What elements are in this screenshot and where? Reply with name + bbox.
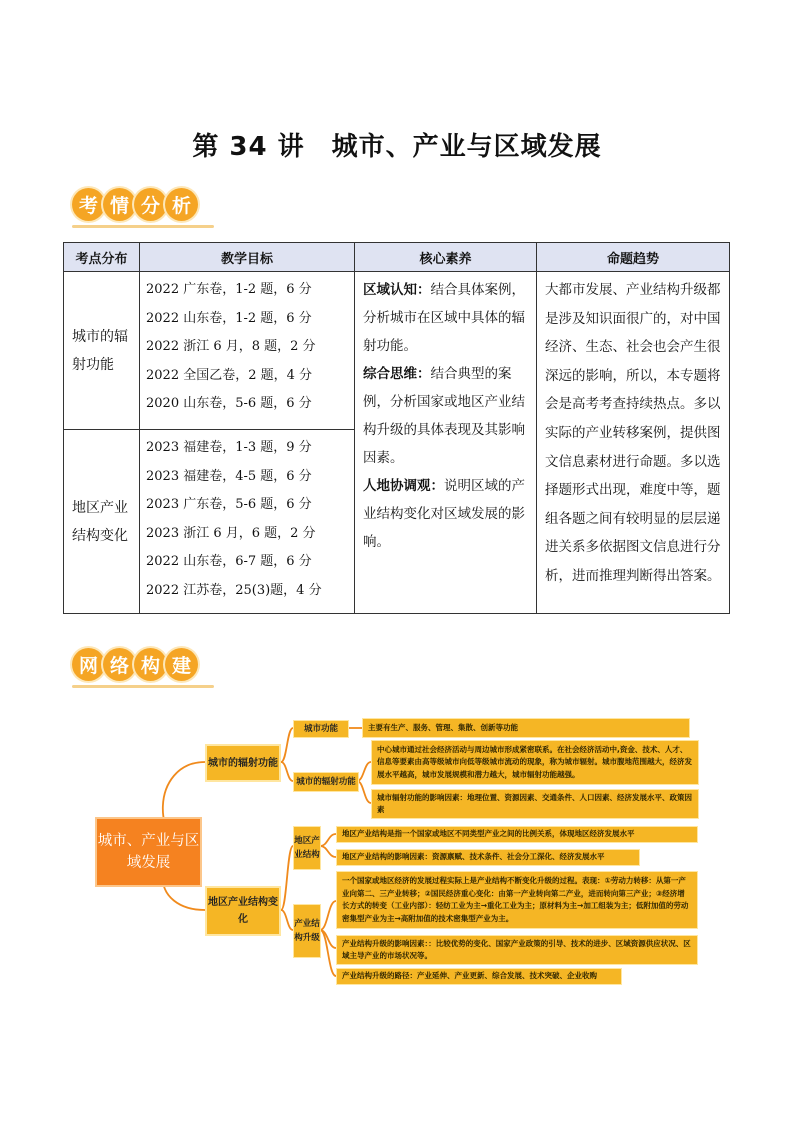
mindmap-leaf: 一个国家或地区经济的发展过程实际上是产业结构不断变化升级的过程。表现：①劳动力转移：从第一产业向第二、三产业转移；②国民经济重心变化：由第一产业转向第二产业，进而转向第三产业；③经济增长方式的转变（工业内部）：轻纺工业为主→重化工业为主；原材料为主→加工组装为主；低附加值的劳动密集型产业为主→高附加值的技术密集型产业为主。 <box>336 871 698 929</box>
exam-analysis-table <box>63 242 730 614</box>
literacy-item <box>363 276 528 360</box>
mindmap-leaf: 产业结构升级的影响因素：：比较优势的变化、国家产业政策的引导、技术的进步、区域资源供应状况、区域主导产业的市场状况等。 <box>336 935 698 965</box>
literacy-cell <box>355 272 537 614</box>
goal-line: 2022 山东卷，6-7 题，6 分 <box>146 554 312 570</box>
topic-cell: 城市的辐射功能 <box>64 272 140 430</box>
mindmap-leaf: 主要有生产、服务、管理、集散、创新等功能 <box>362 718 690 738</box>
section-badge-network <box>72 648 196 681</box>
badge-char: 考 <box>72 188 105 221</box>
goal-line: 2022 全国乙卷，2 题，4 分 <box>146 367 313 383</box>
goal-line: 2023 福建卷，4-5 题，6 分 <box>146 468 312 484</box>
badge-char: 网 <box>72 648 105 681</box>
badge-char: 构 <box>134 648 167 681</box>
literacy-keyword: 区域认知： <box>363 282 431 298</box>
topic-cell: 地区产业结构变化 <box>64 430 140 614</box>
trend-cell: 大都市发展、产业结构升级都是涉及知识面很广的，对中国经济、生态、社会也会产生很深远的影响，所以，本专题将会是高考考查持续热点。多以实际的产业转移案例，提供图文信息素材进行命题。多以选择题形式出现，难度中等，题组各题之间有较明显的层层递进关系多依据图文信息进行分析，进而推理判断得出答案。 <box>537 272 730 614</box>
badge-char: 析 <box>165 188 198 221</box>
goal-line: 2023 广东卷，5-6 题，6 分 <box>146 497 312 513</box>
goal-line: 2020 山东卷，5-6 题，6 分 <box>146 396 312 412</box>
goals-cell <box>140 430 355 614</box>
mindmap-root: 城市、产业与区域发展 <box>95 817 202 887</box>
header-goals: 教学目标 <box>140 243 355 272</box>
header-literacy: 核心素养 <box>355 243 537 272</box>
literacy-item <box>363 472 528 556</box>
mindmap-leaf: 中心城市通过社会经济活动与周边城市形成紧密联系。在社会经济活动中,资金、技术、人才、信息等要素由高等级城市向低等级城市流动的现象，称为城市辐射。城市腹地范围越大，经济发展水平越高，城市发展规模和潜力越大，城市辐射功能越强。 <box>371 740 699 785</box>
literacy-keyword: 综合思维： <box>363 366 431 382</box>
mindmap-node-city-function: 城市功能 <box>293 720 349 738</box>
page-title: 第 34 讲 城市、产业与区域发展 <box>192 132 602 162</box>
header-topic: 考点分布 <box>64 243 140 272</box>
badge-char: 分 <box>134 188 167 221</box>
mindmap-leaf: 产业结构升级的路径：产业延伸、产业更新、综合发展、技术突破、企业收购 <box>336 968 622 985</box>
mindmap-node-industry-upgrade: 产业结构升级 <box>293 904 321 958</box>
literacy-text: 说明区域的产业结构变化对区域发展的影响。 <box>363 478 525 550</box>
goal-line: 2023 浙江 6 月，6 题，2 分 <box>146 525 316 541</box>
mindmap-node-regional-industry-structure: 地区产业结构 <box>293 826 321 870</box>
goal-line: 2023 福建卷，1-3 题，9 分 <box>146 440 312 455</box>
goal-line: 2022 浙江 6 月，8 题，2 分 <box>146 339 316 355</box>
literacy-keyword: 人地协调观： <box>363 478 444 494</box>
goal-line: 2022 江苏卷，25(3)题，4 分 <box>146 582 322 598</box>
badge-char: 建 <box>165 648 198 681</box>
mindmap-node-city-radiation-function: 城市的辐射功能 <box>293 772 359 792</box>
badge-char: 情 <box>103 188 136 221</box>
header-trend: 命题趋势 <box>537 243 730 272</box>
mindmap-leaf: 城市辐射功能的影响因素：地理位置、资源因素、交通条件、人口因素、经济发展水平、政策因素 <box>371 789 699 819</box>
literacy-text: 结合典型的案例，分析国家或地区产业结构升级的具体表现及其影响因素。 <box>363 366 525 466</box>
mindmap-leaf: 地区产业结构是指一个国家或地区不同类型产业之间的比例关系，体现地区经济发展水平 <box>336 826 698 843</box>
mindmap-branch-city-radiation: 城市的辐射功能 <box>205 744 281 782</box>
literacy-text: 结合具体案例，分析城市在区域中具体的辐射功能。 <box>363 282 525 354</box>
mindmap-leaf: 地区产业结构的影响因素：资源禀赋、技术条件、社会分工深化、经济发展水平 <box>336 849 640 866</box>
table-header-row <box>64 243 730 272</box>
goals-cell <box>140 272 355 430</box>
mindmap-branch-industry-structure: 地区产业结构变化 <box>205 886 281 936</box>
table-row <box>64 272 730 430</box>
badge-char: 络 <box>103 648 136 681</box>
section-badge-analysis <box>72 188 196 221</box>
badge-underline <box>72 685 214 688</box>
goal-line: 2022 广东卷，1-2 题，6 分 <box>146 282 312 297</box>
literacy-item <box>363 360 528 472</box>
badge-underline <box>72 225 214 228</box>
goal-line: 2022 山东卷，1-2 题，6 分 <box>146 310 312 326</box>
